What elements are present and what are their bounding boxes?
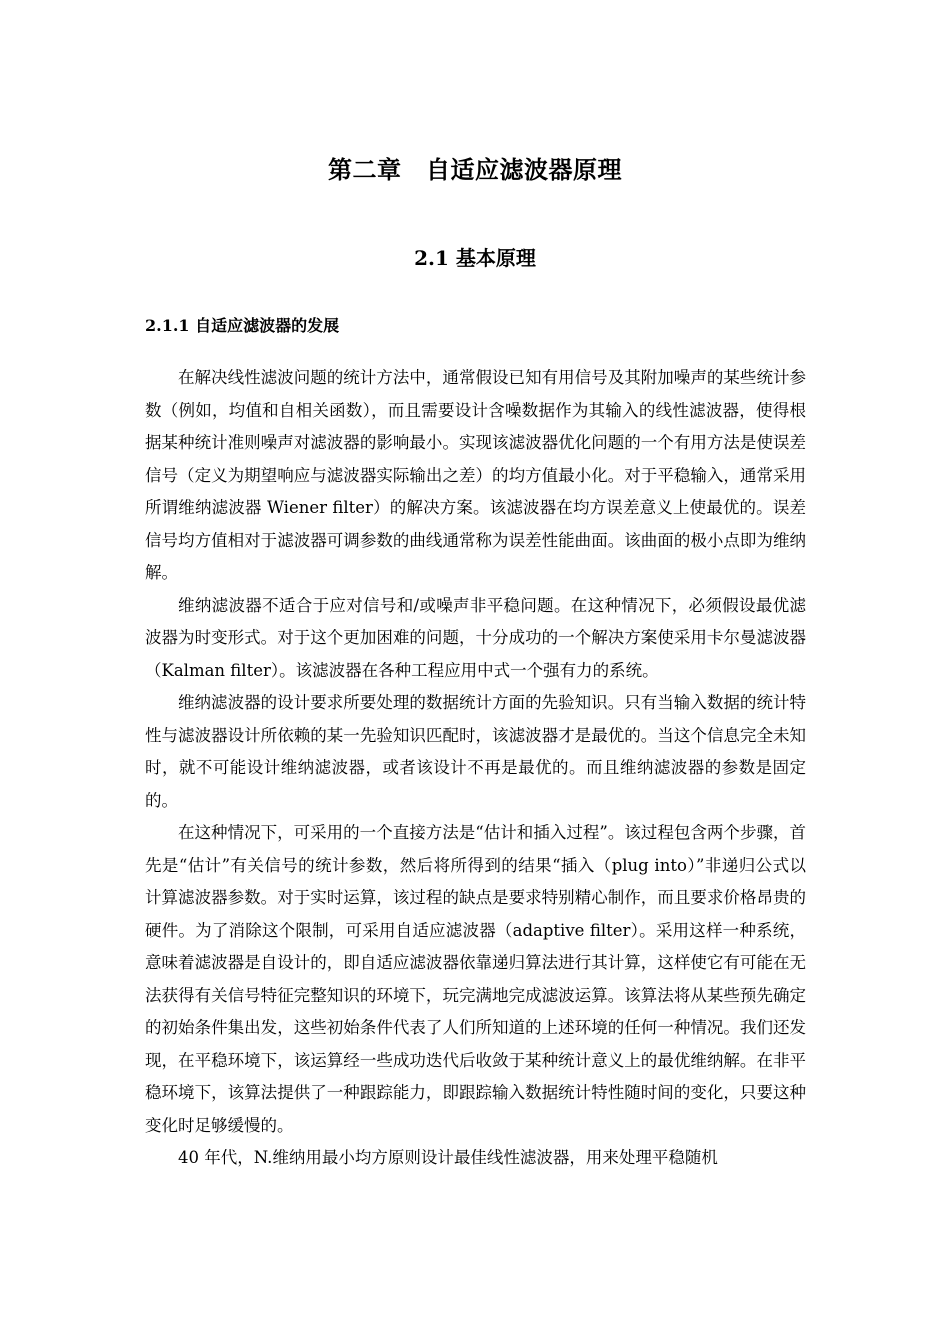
paragraph: 维纳滤波器不适合于应对信号和/或噪声非平稳问题。在这种情况下，必须假设最优滤波器为时变形式。对于这个更加困难的问题，十分成功的一个解决方案使采用卡尔曼滤波器（Kalman filter）。该滤波器在各种工程应用中式一个强有力的系统。 xyxy=(145,595,806,680)
paragraph: 在这种情况下，可采用的一个直接方法是“估计和插入过程”。该过程包含两个步骤，首先是“估计”有关信号的统计参数，然后将所得到的结果“插入（plug into）”非递归公式以计算滤波器参数。对于实时运算，该过程的缺点是要求特别精心制作，而且要求价格昂贵的硬件。为了消除这个限制，可采用自适应滤波器（adaptive filter）。采用这样一种系统，意味着滤波器是自设计的，即自适应滤波器依靠递归算法进行其计算，这样使它有可能在无法获得有关信号特征完整知识的环境下，玩完满地完成滤波运算。该算法将从某些预先确定的初始条件集出发，这些初始条件代表了人们所知道的上述环境的任何一种情况。我们还发现，在平稳环境下，该运算经一些成功迭代后收敛于某种统计意义上的最优维纳解。在非平稳环境下，该算法提供了一种跟踪能力，即跟踪输入数据统计特性随时间的变化，只要这种变化时足够缓慢的。 xyxy=(145,823,806,1135)
paragraph: 在解决线性滤波问题的统计方法中，通常假设已知有用信号及其附加噪声的某些统计参数（例如，均值和自相关函数），而且需要设计含噪数据作为其输入的线性滤波器，使得根据某种统计准则噪声对滤波器的影响最小。实现该滤波器优化问题的一个有用方法是使误差信号（定义为期望响应与滤波器实际输出之差）的均方值最小化。对于平稳输入，通常采用所谓维纳滤波器 Wiener filter）的解决方案。该滤波器在均方误差意义上使最优的。误差信号均方值相对于滤波器可调参数的曲线通常称为误差性能曲面。该曲面的极小点即为维纳解。 xyxy=(145,368,806,582)
body-text xyxy=(145,362,806,1175)
chapter-title: 第二章 自适应滤波器原理 xyxy=(328,156,622,184)
subsection-title: 2.1.1 自适应滤波器的发展 xyxy=(145,316,340,335)
section-title: 2.1 基本原理 xyxy=(414,246,536,270)
paragraph: 40 年代，N.维纳用最小均方原则设计最佳线性滤波器，用来处理平稳随机 xyxy=(178,1148,718,1167)
paragraph: 维纳滤波器的设计要求所要处理的数据统计方面的先验知识。只有当输入数据的统计特性与滤波器设计所依赖的某一先验知识匹配时，该滤波器才是最优的。当这个信息完全未知时，就不可能设计维纳滤波器，或者该设计不再是最优的。而且维纳滤波器的参数是固定的。 xyxy=(145,693,806,810)
